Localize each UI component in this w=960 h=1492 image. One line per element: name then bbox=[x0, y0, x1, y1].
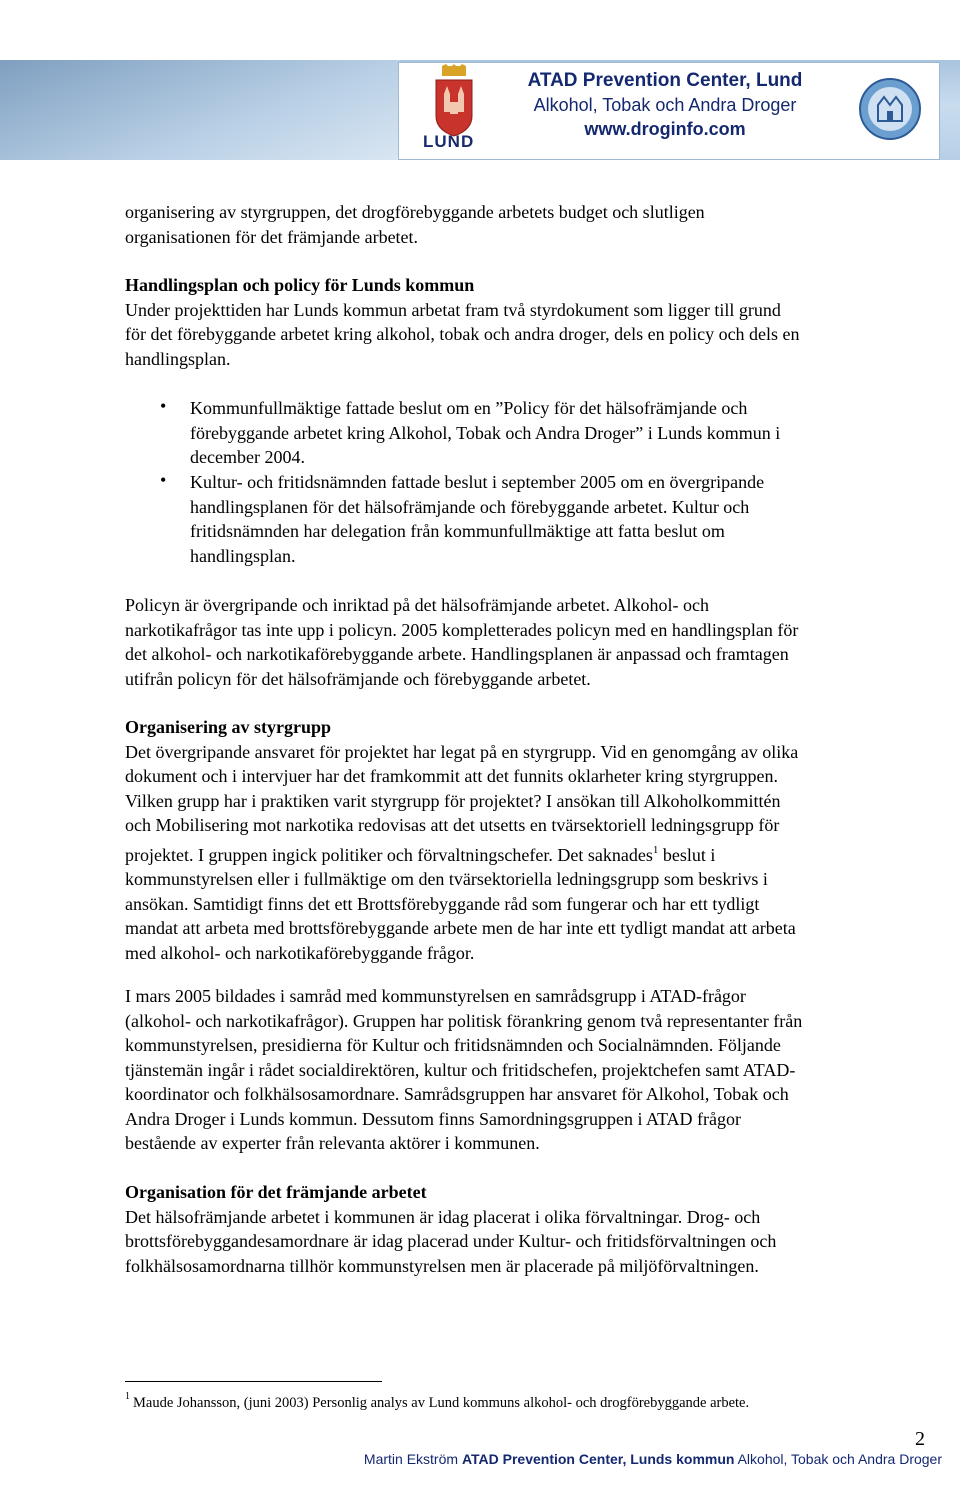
paragraph-line: kommunstyrelsen, presidierna för Kultur och fritidsnämnden och Socialnämnden. Följande bbox=[125, 1035, 781, 1055]
footnote-mark: 1 bbox=[125, 1391, 130, 1402]
paragraph-line: Det övergripande ansvaret för projektet har legat på en styrgrupp. Vid en genomgång av olika bbox=[125, 741, 799, 762]
bullet-line: förebyggande arbetet kring Alkohol, Tobak och Andra Droger” i Lunds kommun i bbox=[190, 422, 781, 443]
bullet-line: handlingsplan. bbox=[190, 545, 296, 566]
paragraph-line: brottsförebyggandesamordnare är idag placerad under Kultur- och fritidsförvaltningen och bbox=[125, 1231, 777, 1251]
paragraph-line: Andra Droger i Lunds kommun. Dessutom finns Samordningsgruppen i ATAD frågor bbox=[125, 1108, 741, 1129]
paragraph-line: narkotikafrågor tas inte upp i policyn. 2005 kompletterades policyn med en handlingsplan för bbox=[125, 619, 799, 640]
bullet-line: Kommunfullmäktige fattade beslut om en ”Policy för det hälsofrämjande och bbox=[190, 398, 748, 418]
paragraph-line: tjänstemän ingår i rådet socialdirektören, kultur och fritidschefen, projektchefen samt ATAD- bbox=[125, 1059, 796, 1080]
paragraph-line: bestående av experter från relevanta aktörer i kommunen. bbox=[125, 1133, 540, 1153]
header-website: www.droginfo.com bbox=[584, 119, 746, 139]
paragraph-line: och Mobilisering mot narkotika redovisas att det utsetts en tvärsektoriell ledningsgrupp för bbox=[125, 815, 780, 835]
page-footer bbox=[364, 1451, 942, 1467]
droginfo-logo bbox=[858, 77, 922, 141]
paragraph-line bbox=[125, 838, 798, 868]
section-heading: Organisation för det främjande arbetet bbox=[125, 1182, 427, 1202]
bullet-icon: • bbox=[160, 396, 167, 416]
line-text: projektet. I gruppen ingick politiker och förvaltningschefer. Det saknades bbox=[125, 844, 653, 865]
samradsgrupp-paragraph bbox=[125, 984, 802, 1156]
bullet-line: december 2004. bbox=[190, 447, 305, 467]
header-title-line2: Alkohol, Tobak och Andra Droger bbox=[533, 95, 797, 115]
intro-paragraph bbox=[125, 200, 705, 249]
bullet-item bbox=[190, 470, 764, 568]
paragraph-line: (alkohol- och narkotikafrågor). Gruppen har politisk förankring genom två representanter från bbox=[125, 1010, 803, 1031]
paragraph-line: Policyn är övergripande och inriktad på det hälsofrämjande arbetet. Alkohol- och bbox=[125, 595, 709, 615]
header-title bbox=[505, 69, 825, 141]
paragraph-line: Det hälsofrämjande arbetet i kommunen är idag placerat i olika förvaltningar. Drog- och bbox=[125, 1206, 761, 1227]
footnote bbox=[125, 1391, 749, 1412]
header-title-line1: ATAD Prevention Center, Lund bbox=[527, 70, 803, 91]
policy-paragraph bbox=[125, 593, 798, 691]
paragraph-line: mandat att arbeta med brottsförebyggande arbete men de har inte ett tydligt mandat att arbeta bbox=[125, 918, 796, 938]
paragraph-line: folkhälsosamordnarna tillhör kommunstyrelsen men är placerade på miljöförvaltningen. bbox=[125, 1255, 759, 1276]
bullet-item bbox=[190, 396, 780, 470]
section-handlingsplan bbox=[125, 273, 800, 371]
section-styrgrupp bbox=[125, 715, 798, 965]
section-framjande bbox=[125, 1180, 776, 1278]
paragraph-line: koordinator och folkhälsosamordnare. Samrådsgruppen har ansvaret för Alkohol, Tobak och bbox=[125, 1084, 789, 1104]
footer-org: ATAD Prevention Center, Lunds kommun bbox=[461, 1451, 735, 1467]
paragraph-line: I mars 2005 bildades i samråd med kommunstyrelsen en samrådsgrupp i ATAD-frågor bbox=[125, 986, 746, 1006]
bullet-line: fritidsnämnden har delegation från kommunfullmäktige att fatta beslut om bbox=[190, 521, 725, 541]
paragraph-line: med alkohol- och narkotikaförebyggande frågor. bbox=[125, 942, 475, 963]
paragraph-line: det alkohol- och narkotikaförebyggande arbete. Handlingsplanen är anpassad och framtagen bbox=[125, 644, 789, 664]
bullet-icon: • bbox=[160, 470, 167, 490]
line-text: beslut i bbox=[658, 844, 716, 865]
paragraph-line: handlingsplan. bbox=[125, 348, 231, 369]
footer-author: Martin Ekström bbox=[363, 1451, 459, 1467]
footnote-ref[interactable]: 1 bbox=[652, 843, 659, 856]
intro-line: organisering av styrgruppen, det drogförebyggande arbetets budget och slutligen bbox=[125, 202, 705, 222]
paragraph-line: Under projekttiden har Lunds kommun arbetat fram två styrdokument som ligger till grund bbox=[125, 299, 781, 320]
paragraph-line: utifrån policyn för det hälsofrämjande och förebyggande arbetet. bbox=[125, 668, 591, 689]
footnote-divider bbox=[125, 1381, 382, 1382]
page-number: 2 bbox=[915, 1428, 925, 1450]
section-heading: Handlingsplan och policy för Lunds kommun bbox=[125, 275, 475, 295]
lund-wordmark: LUND bbox=[423, 132, 475, 151]
footer-rest: Alkohol, Tobak och Andra Droger bbox=[737, 1451, 942, 1467]
bullet-line: handlingsplanen för det hälsofrämjande och förebyggande arbetet. Kultur och bbox=[190, 496, 750, 517]
paragraph-line: kommunstyrelsen eller i fullmäktige om den tvärsektoriella ledningsgrupp som beskrivs i bbox=[125, 869, 768, 889]
paragraph-line: för det förebyggande arbetet kring alkohol, tobak och andra droger, dels en policy och dels en bbox=[125, 324, 800, 344]
paragraph-line: dokument och i intervjuer har det framkommit att det funnits oklarheter kring styrgruppen. bbox=[125, 766, 779, 786]
section-heading: Organisering av styrgrupp bbox=[125, 717, 332, 737]
paragraph-line: Vilken grupp har i praktiken varit styrgrupp för projektet? I ansökan till Alkoholkommittén bbox=[125, 790, 781, 811]
bullet-line: Kultur- och fritidsnämnden fattade beslut i september 2005 om en övergripande bbox=[190, 472, 765, 492]
footnote-text: Maude Johansson, (juni 2003) Personlig analys av Lund kommuns alkohol- och drogförebyggande arbete. bbox=[133, 1395, 750, 1411]
mountain-photo bbox=[0, 60, 400, 160]
paragraph-line: ansökan. Samtidigt finns det ett Brottsförebyggande råd som fungerar och har ett tydligt bbox=[125, 893, 760, 914]
intro-line: organisationen för det främjande arbetet. bbox=[125, 226, 419, 247]
